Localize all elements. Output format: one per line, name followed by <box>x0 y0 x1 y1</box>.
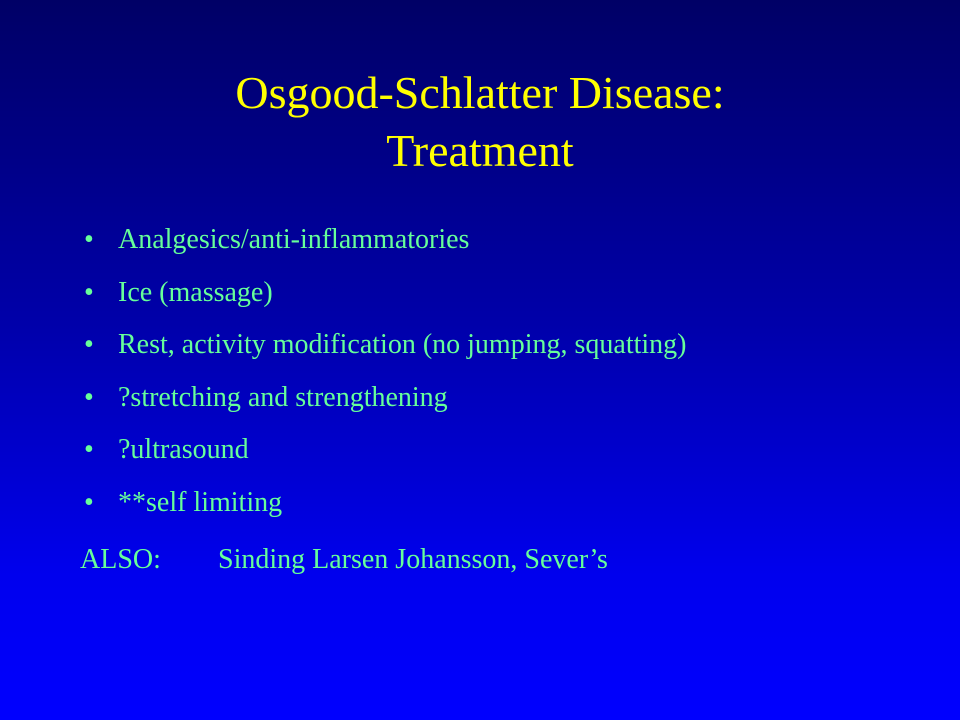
bullet-text: Ice (massage) <box>118 276 273 308</box>
bullet-text: ?ultrasound <box>118 434 249 465</box>
bullet-text: **self limiting <box>118 486 283 518</box>
bullet-dot-icon: • <box>84 329 94 360</box>
bullet-dot-icon: • <box>84 224 94 255</box>
bullet-text: Rest, activity modification (no jumping, squatting) <box>118 329 687 360</box>
bullet-text: Analgesics/anti-inflammatories <box>118 224 470 255</box>
slide-title-line-2: Treatment <box>386 125 574 176</box>
bullet-text: ?stretching and strengthening <box>118 381 448 413</box>
bullet-dot-icon: • <box>84 276 94 308</box>
bullet-dot-icon: • <box>84 381 94 413</box>
slide-title <box>60 64 900 180</box>
slide-title-line-1: Osgood-Schlatter Disease: <box>235 67 725 118</box>
also-label: ALSO: <box>80 544 161 575</box>
also-note <box>80 538 608 582</box>
also-text: Sinding Larsen Johansson, Sever’s <box>218 544 608 575</box>
bullet-dot-icon: • <box>84 486 94 518</box>
bullet-dot-icon: • <box>84 434 94 465</box>
